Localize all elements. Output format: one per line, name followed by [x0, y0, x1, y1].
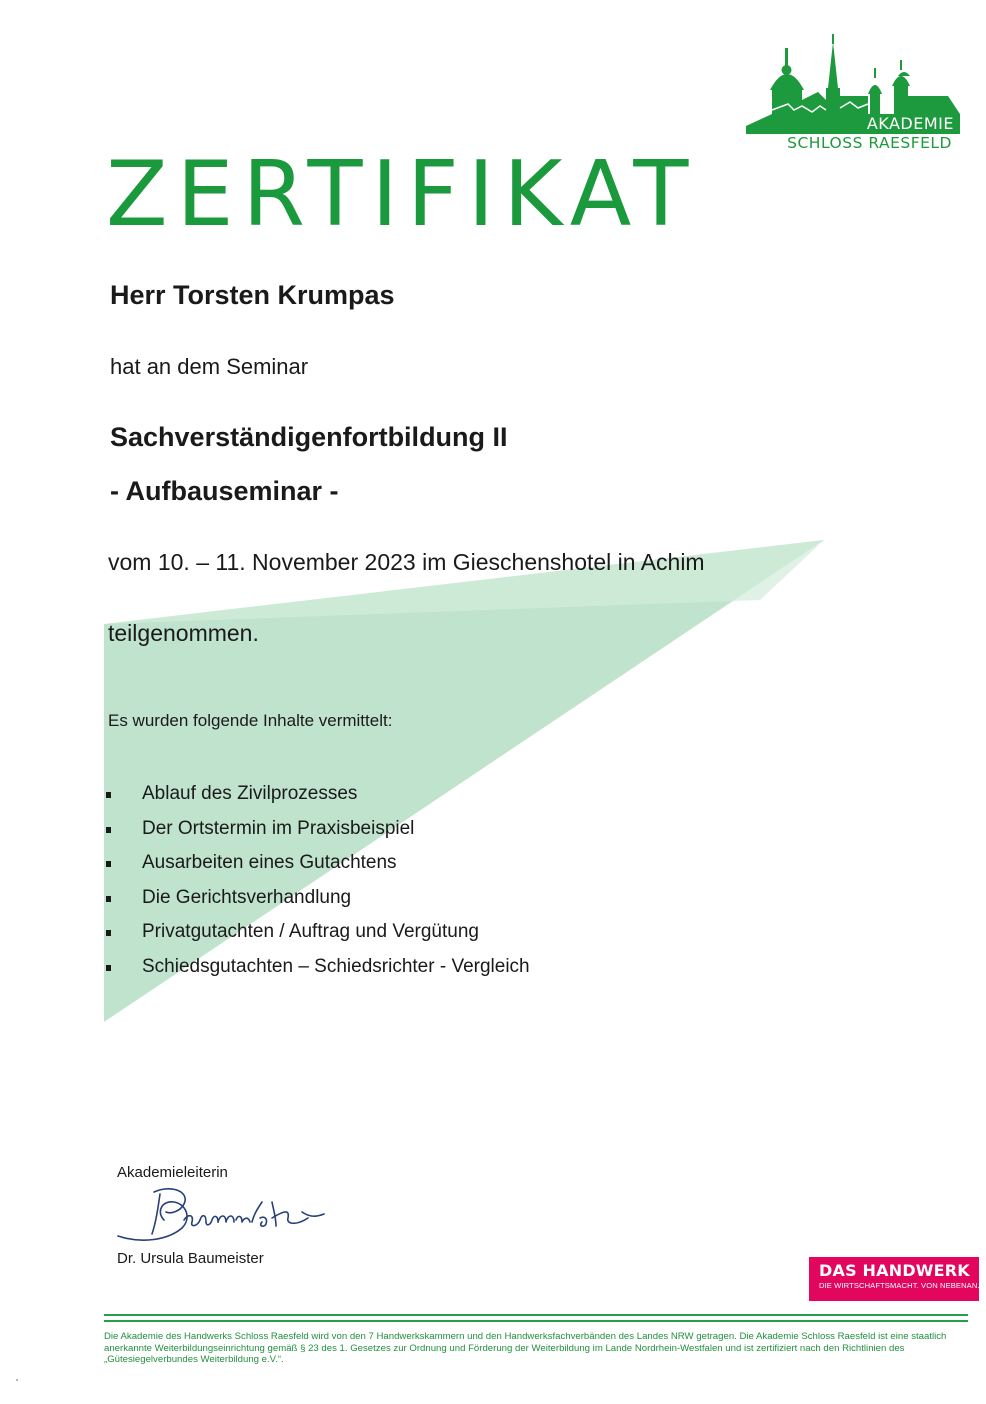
bullet-icon [106, 965, 111, 971]
handwritten-signature [112, 1178, 332, 1250]
topic-label: Ablauf des Zivilprozesses [142, 783, 358, 804]
footer-divider [104, 1320, 968, 1322]
bullet-icon [106, 930, 111, 936]
topic-label: Ausarbeiten eines Gutachtens [142, 852, 397, 874]
topic-label: Der Ortstermin im Praxisbeispiel [142, 817, 415, 839]
certificate-title: ZERTIFIKAT [106, 142, 698, 247]
topic-label: Schiedsgutachten – Schiedsrichter - Vergleich [142, 955, 530, 977]
participated-text: teilgenommen. [108, 620, 259, 646]
intro-text: hat an dem Seminar [110, 354, 309, 379]
topic-label: Die Gerichtsverhandlung [142, 886, 352, 908]
logo-line-schloss-raesfeld: SCHLOSS RAESFELD [787, 134, 952, 152]
seminar-subtitle: - Aufbauseminar - [110, 476, 339, 506]
bullet-icon [106, 861, 111, 867]
bullet-icon [106, 792, 111, 798]
footer-divider [104, 1314, 968, 1316]
das-handwerk-logo [809, 1257, 979, 1301]
topic-label: Privatgutachten / Auftrag und Vergütung [142, 921, 479, 943]
contents-intro: Es wurden folgende Inhalte vermittelt: [108, 711, 393, 730]
handwerk-title: DAS HANDWERK [819, 1261, 970, 1280]
bullet-icon [106, 896, 111, 902]
signer-name: Dr. Ursula Baumeister [117, 1250, 264, 1267]
scan-speck [16, 1379, 18, 1381]
seminar-title: Sachverständigenfortbildung II [110, 422, 508, 452]
bullet-icon [106, 827, 111, 833]
signer-role: Akademieleiterin [117, 1164, 228, 1181]
recipient-name: Herr Torsten Krumpas [110, 280, 395, 310]
handwerk-slogan: DIE WIRTSCHAFTSMACHT. VON NEBENAN. [819, 1281, 980, 1290]
date-location: vom 10. – 11. November 2023 im Gieschenshotel in Achim [108, 549, 705, 575]
footer-text: Die Akademie des Handwerks Schloss Raesfeld wird von den 7 Handwerkskammern und den Handwerksfachverbänden des Landes NRW getragen. Die Akademie Schloss Raesfeld ist eine staatlich anerkannte Weiterbildungseinrichtung gemäß § 23 des 1. Gesetzes zur Ordnung und Förderung der Weiterbildung im Lande Nordrhein-Westfalen und ist zertifiziert nach den Richtlinien des „Gütesiegelverbundes Weiterbildung e.V.“. [104, 1331, 947, 1365]
logo-line-akademie: AKADEMIE [866, 114, 954, 133]
